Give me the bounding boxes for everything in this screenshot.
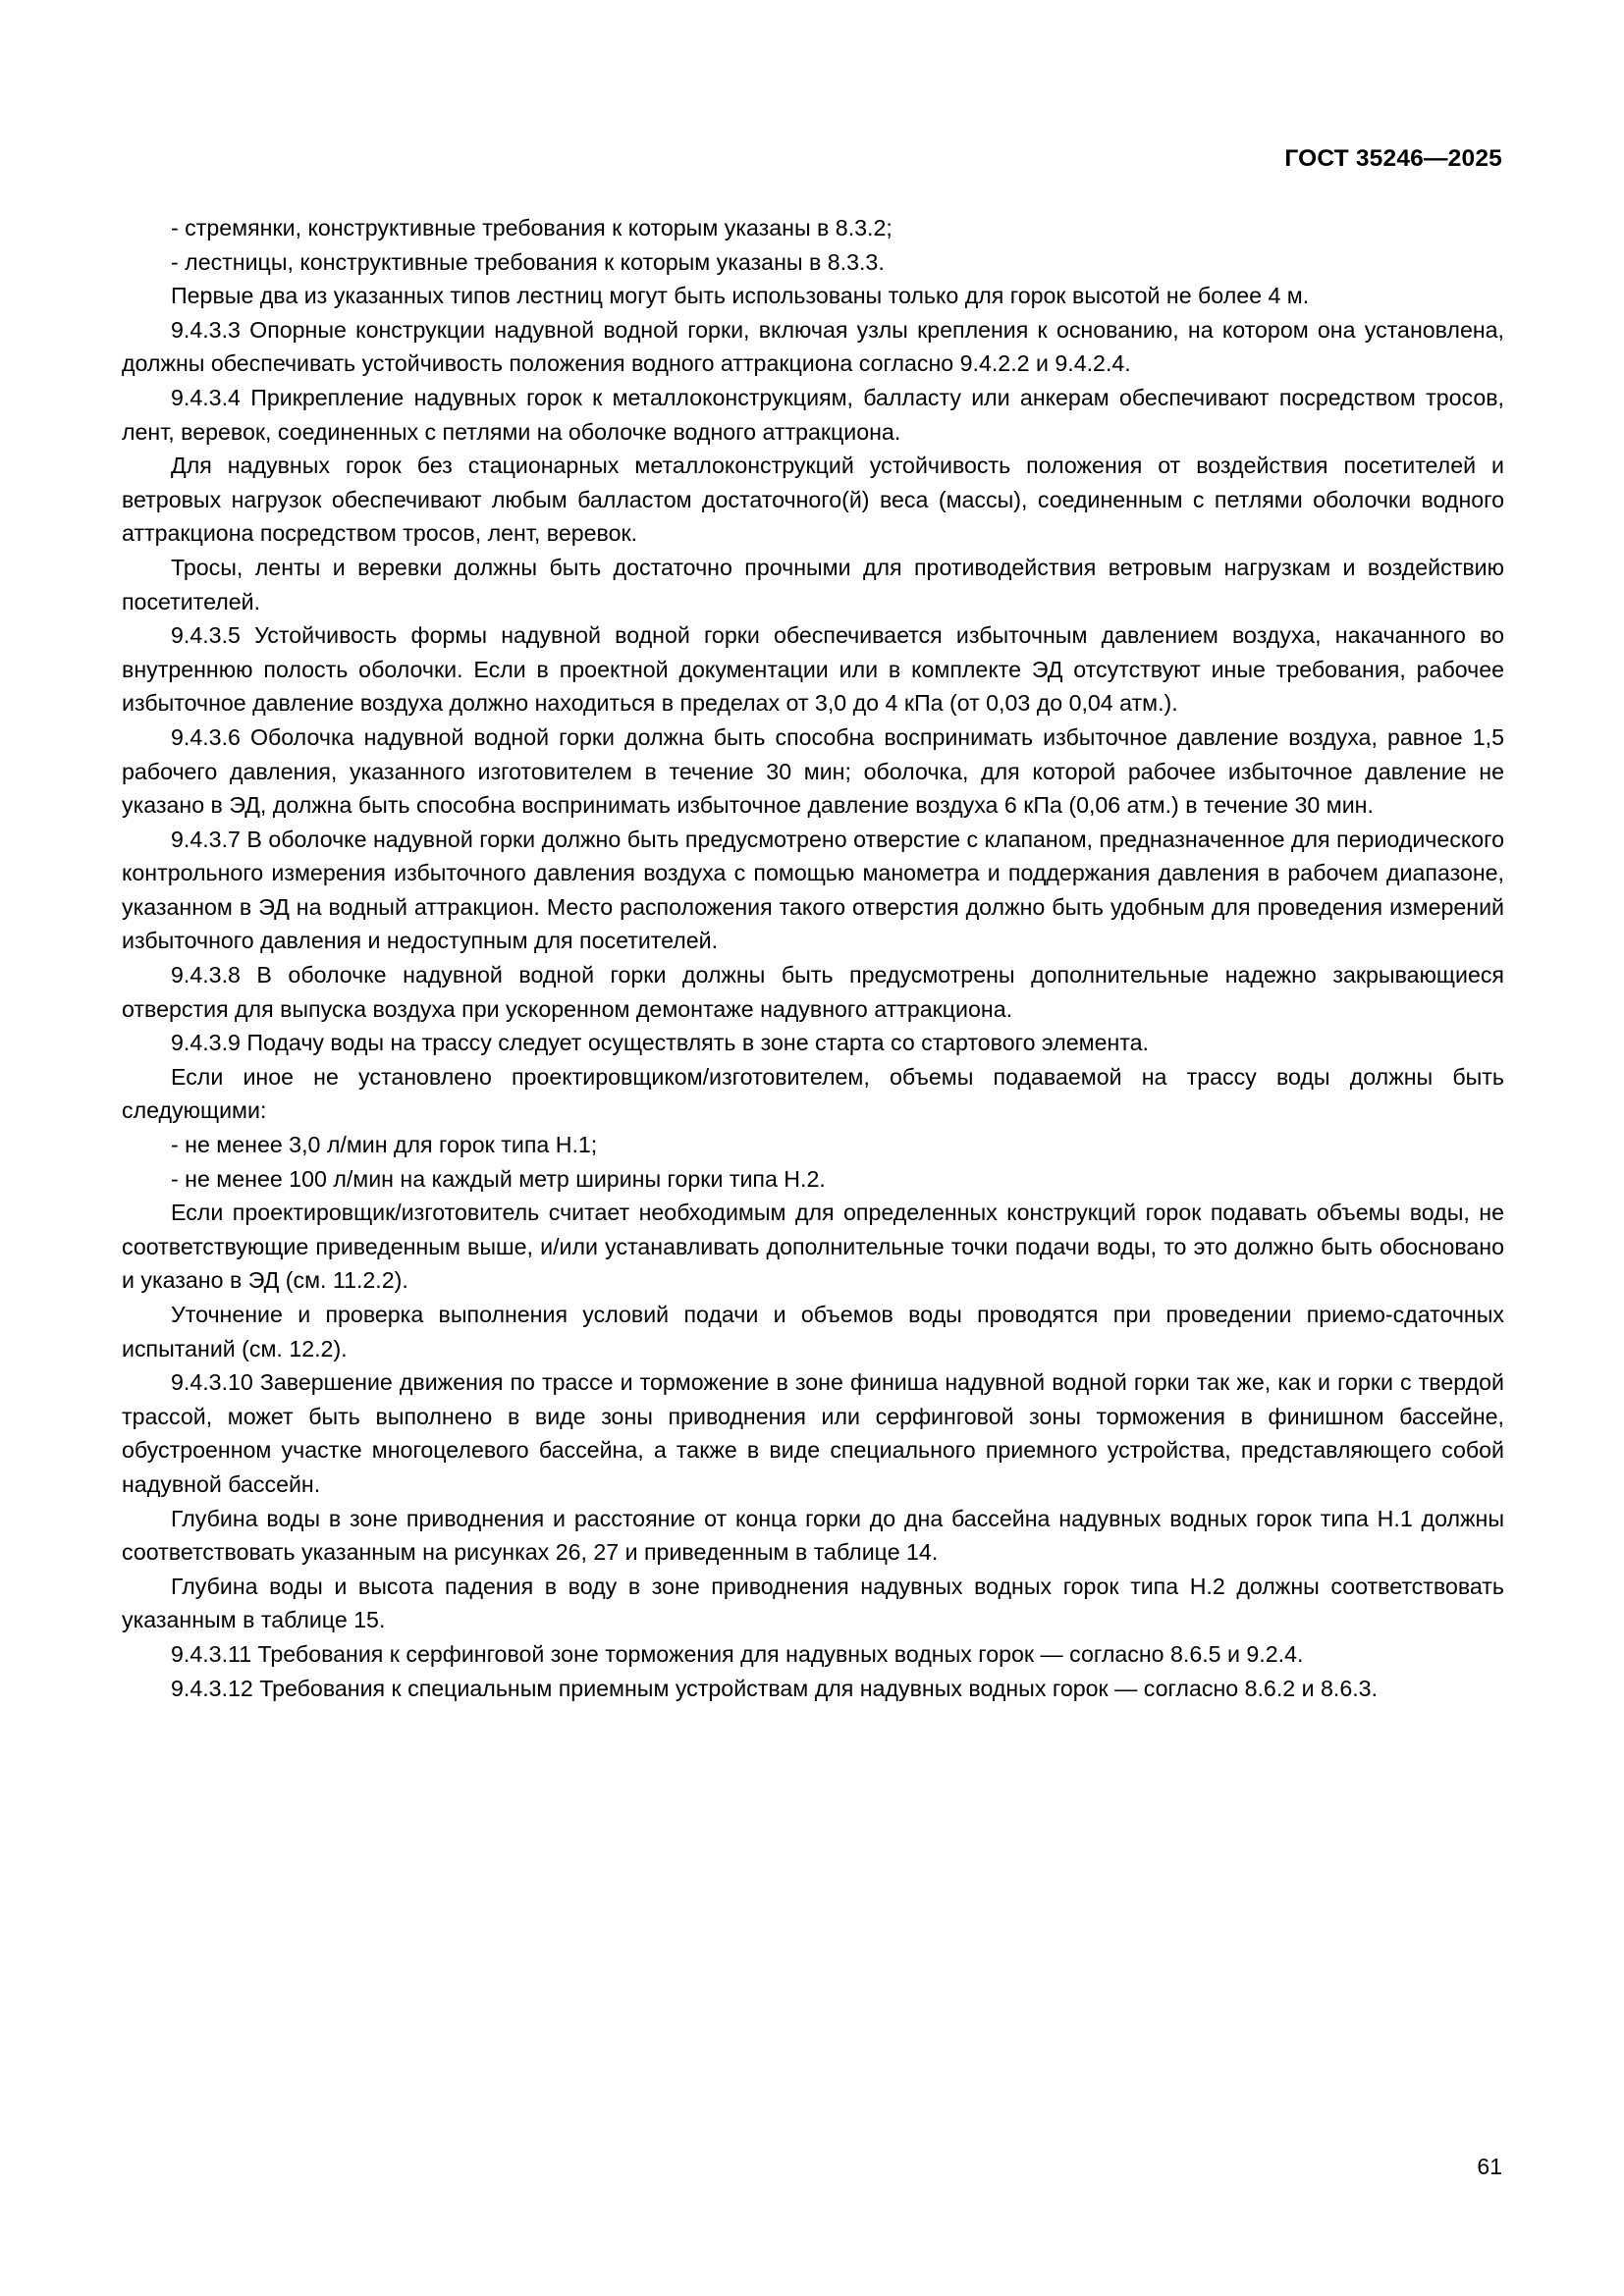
paragraph: 9.4.3.9 Подачу воды на трассу следует осуществлять в зоне старта со стартового элемента. (171, 1030, 1149, 1056)
paragraph: Для надувных горок без стационарных металлоконструкций устойчивость положения от воздействия посетителей и ветровых нагрузок обеспечивают любым балластом достаточного(й) веса (массы), соединенным с петлями оболочки водного аттракциона посредством тросов, лент, веревок. (122, 453, 1504, 547)
page-body-text (122, 211, 1504, 1705)
list-item: - не менее 3,0 л/мин для горок типа Н.1; (171, 1132, 598, 1158)
page-number: 61 (1477, 2154, 1502, 2179)
paragraph: Глубина воды в зоне приводнения и расстояние от конца горки до дна бассейна надувных водных горок типа Н.1 должны соответствовать указанным на рисунках 26, 27 и приведенным в таблице 14. (122, 1505, 1504, 1566)
paragraph: Если иное не установлено проектировщиком/изготовителем, объемы подаваемой на трассу воды должны быть следующими: (122, 1063, 1504, 1124)
page-header-title: ГОСТ 35246—2025 (1284, 145, 1502, 172)
paragraph: 9.4.3.6 Оболочка надувной водной горки должна быть способна воспринимать избыточное давление воздуха, равное 1,5 рабочего давления, указанного изготовителем в течение 30 мин; оболочка, для которой рабочее избыточное давление не указано в ЭД, должна быть способна воспринимать избыточное давление воздуха 6 кПа (0,06 атм.) в течение 30 мин. (122, 723, 1504, 819)
list-item: - лестницы, конструктивные требования к которым указаны в 8.3.3. (171, 248, 885, 275)
paragraph: Уточнение и проверка выполнения условий подачи и объемов воды проводятся при проведении приемо-сдаточных испытаний (см. 12.2). (122, 1302, 1504, 1362)
paragraph: Глубина воды и высота падения в воду в зоне приводнения надувных водных горок типа Н.2 должны соответствовать указанным в таблице 15. (122, 1573, 1504, 1633)
paragraph: Тросы, ленты и веревки должны быть достаточно прочными для противодействия ветровым нагрузкам и воздействию посетителей. (122, 554, 1504, 614)
paragraph: 9.4.3.4 Прикрепление надувных горок к металлоконструкциям, балласту или анкерам обеспечивают посредством тросов, лент, веревок, соединенных с петлями на оболочке водного аттракциона. (122, 384, 1504, 445)
paragraph: 9.4.3.7 В оболочке надувной горки должно быть предусмотрено отверстие с клапаном, предназначенное для периодического контрольного измерения избыточного давления воздуха с помощью манометра и поддержания давления в рабочем диапазоне, указанном в ЭД на водный аттракцион. Место расположения такого отверстия должно быть удобным для проведения измерений избыточного давления и недоступным для посетителей. (122, 826, 1504, 954)
paragraph: Первые два из указанных типов лестниц могут быть использованы только для горок высотой не более 4 м. (171, 283, 1310, 309)
list-item: - не менее 100 л/мин на каждый метр ширины горки типа Н.2. (171, 1165, 826, 1192)
list-item: - стремянки, конструктивные требования к которым указаны в 8.3.2; (171, 215, 893, 240)
paragraph: 9.4.3.8 В оболочке надувной водной горки должны быть предусмотрены дополнительные надежно закрывающиеся отверстия для выпуска воздуха при ускоренном демонтаже надувного аттракциона. (122, 962, 1504, 1022)
paragraph: 9.4.3.5 Устойчивость формы надувной водной горки обеспечивается избыточным давлением воздуха, накачанного во внутреннюю полость оболочки. Если в проектной документации или в комплекте ЭД отсутствуют иные требования, рабочее избыточное давление воздуха должно находиться в пределах от 3,0 до 4 кПа (от 0,03 до 0,04 атм.). (122, 622, 1504, 717)
paragraph: 9.4.3.12 Требования к специальным приемным устройствам для надувных водных горок — согласно 8.6.2 и 8.6.3. (171, 1675, 1379, 1701)
paragraph: Если проектировщик/изготовитель считает необходимым для определенных конструкций горок подавать объемы воды, не соответствующие приведенным выше, и/или устанавливать дополнительные точки подачи воды, то это должно быть обосновано и указано в ЭД (см. 11.2.2). (122, 1200, 1504, 1294)
paragraph: 9.4.3.11 Требования к серфинговой зоне торможения для надувных водных горок — согласно 8.6.5 и 9.2.4. (171, 1640, 1304, 1667)
paragraph: 9.4.3.10 Завершение движения по трассе и торможение в зоне финиша надувной водной горки так же, как и горки с твердой трассой, может быть выполнено в виде зоны приводнения или серфинговой зоны торможения в финишном бассейне, обустроенном участке многоцелевого бассейна, а также в виде специального приемного устройства, представляющего собой надувной бассейн. (122, 1369, 1504, 1497)
paragraph: 9.4.3.3 Опорные конструкции надувной водной горки, включая узлы крепления к основанию, на котором она установлена, должны обеспечивать устойчивость положения водного аттракциона согласно 9.4.2.2 и 9.4.2.4. (122, 316, 1504, 377)
